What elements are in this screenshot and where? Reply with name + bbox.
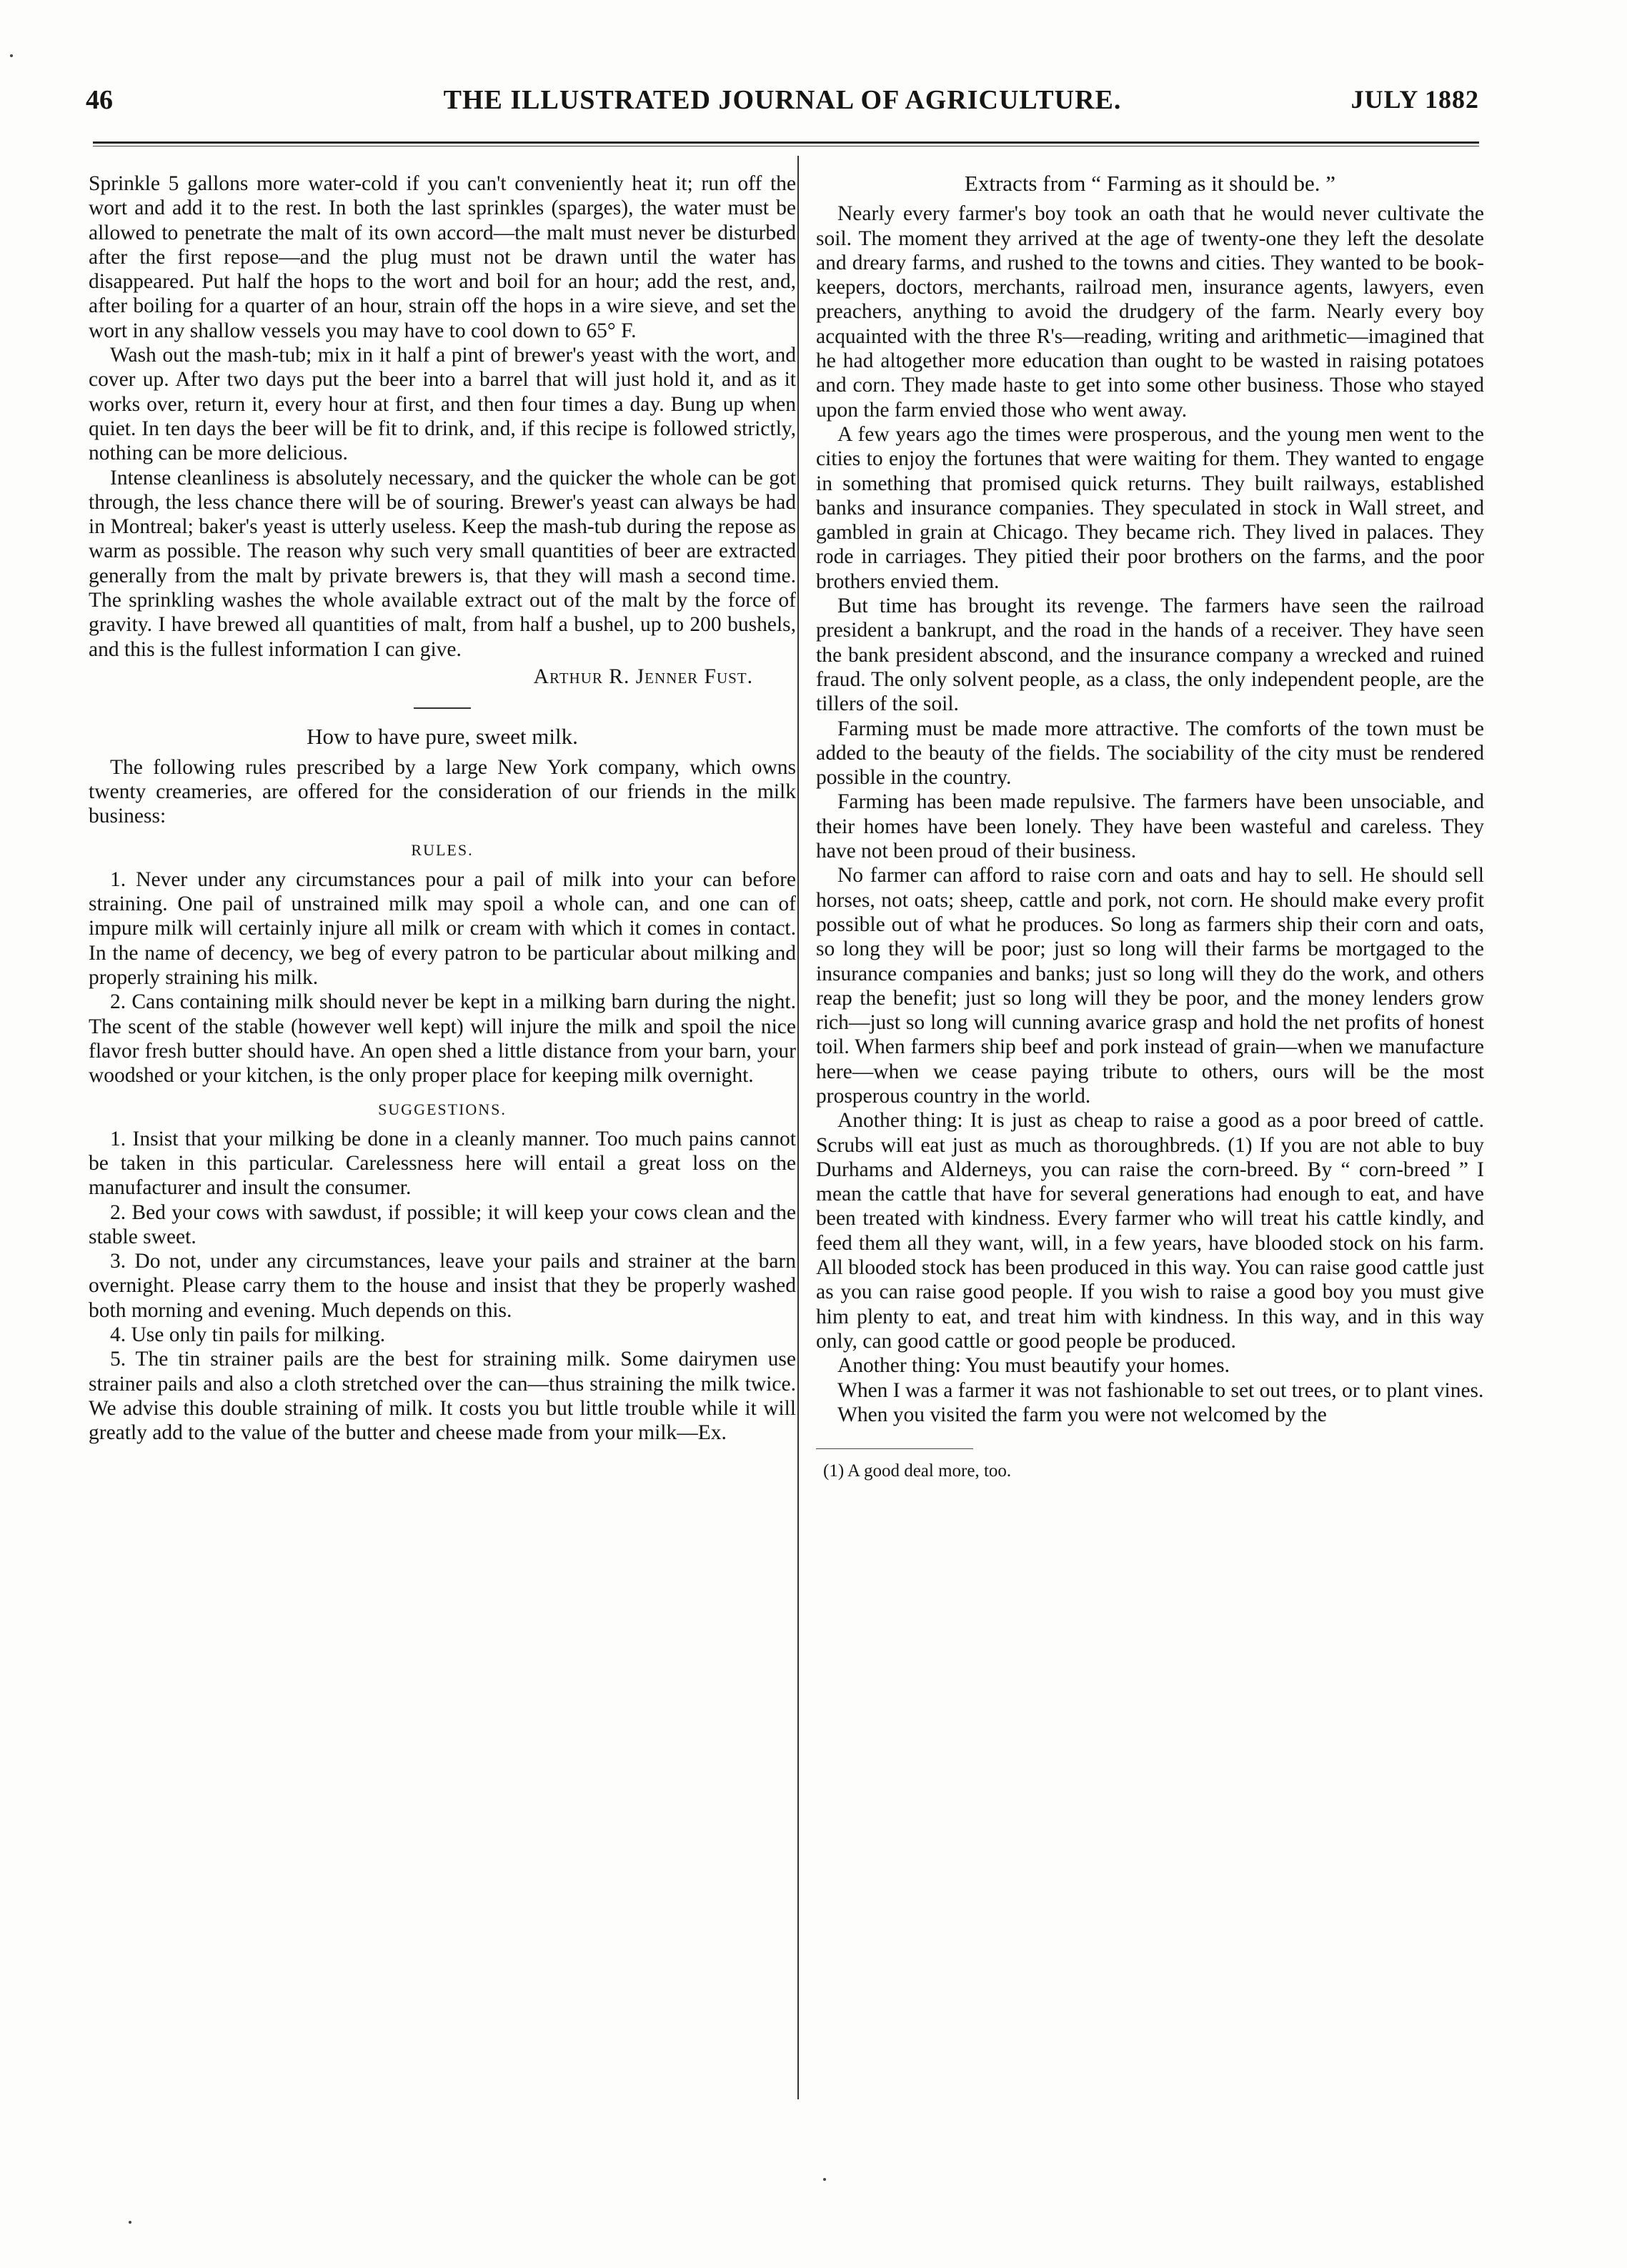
author-signature: Arthur R. Jenner Fust. (533, 665, 753, 688)
milk-article-intro: The following rules prescribed by a large New York company, which owns twenty creameries, are offered for the consideration of our friends in the milk business: (89, 755, 796, 828)
farming-paragraph: Farming has been made repulsive. The farmers have been unsociable, and their homes have been lonely. They have been wasteful and careless. They have not been proud of their business. (816, 790, 1484, 863)
print-speck (129, 2221, 131, 2224)
brewing-paragraph-1: Sprinkle 5 gallons more water-cold if you can't conveniently heat it; run off the wort and add it to the rest. In both the last sprinkles (sparges), the water must be allowed to penetrate the malt of its own accord—the malt must never be disturbed after the first repose—and the plug must not be drawn until the water has disappeared. Put half the hops to the wort and boil for an hour; add the rest, and, after boiling for a quarter of an hour, strain off the hops in a wire sieve, and set the wort in any shallow vessels you may have to cool down to 65° F. (89, 172, 796, 342)
journal-title: THE ILLUSTRATED JOURNAL OF AGRICULTURE. (443, 85, 1122, 115)
suggestion-item: 3. Do not, under any circumstances, leave your pails and strainer at the barn overnight. Please carry them to the house and insist that they be properly washed both morning and evening. Much depends on this. (89, 1250, 796, 1322)
rules-heading: RULES. (411, 841, 474, 860)
rule-item: 1. Never under any circumstances pour a pail of milk into your can before straining. One pail of unstrained milk may spoil a whole can, and one can of impure milk will certainly injure all milk or cream with which it comes in contact. In the name of decency, we beg of every patron to be particular about milking and properly straining his milk. (89, 867, 796, 989)
farming-paragraph: Another thing: It is just as cheap to raise a good as a poor breed of cattle. Scrubs will eat just as much as thoroughbreds. (1) If you are not able to buy Durhams and Alderneys, you can raise the corn-breed. By “ corn-breed ” I mean the cattle that have for several generations had enough to eat, and have been treated with kindness. Every farmer who will treat his cattle kindly, and feed them all they want, will, in a few years, have blooded stock on his farm. All blooded stock has been produced in this way. You can raise good cattle just as you can raise good people. If you wish to raise a good boy you must give him plenty to eat, and treat him with kindness. In this way, and in this way only, can good cattle or good people be produced. (816, 1109, 1484, 1353)
header-rule (93, 141, 1479, 144)
farming-paragraph: A few years ago the times were prosperous, and the young men went to the cities to enjoy the fortunes that were waiting for them. They wanted to engage in something that promised quick returns. They built railways, established banks and insurance companies. They speculated in stock in Wall street, and gambled in grain at Chicago. They became rich. They lived in palaces. They rode in carriages. They pitied their poor brothers on the farms, and the poor brothers envied them. (816, 422, 1484, 593)
left-column (89, 171, 796, 1446)
issue-date: JULY 1882 (1350, 85, 1479, 114)
farming-paragraph: No farmer can afford to raise corn and oats and hay to sell. He should sell horses, not oats; sheep, cattle and pork, not corn. He should make every profit possible out of what he produces. So long as farmers ship their corn and oats, so long they will be poor; just so long will their farms be mortgaged to the insurance companies and banks; just so long will they do the work, and others reap the benefit; just so long will they be poor, and the money lenders grow rich—just so long will cunning avarice grasp and hold the net profits of honest toil. When farmers ship beef and pork instead of grain—when we manufacture here—when we cease paying tribute to others, ours will be the most prosperous country in the world. (816, 864, 1484, 1108)
suggestion-item: 5. The tin strainer pails are the best for straining milk. Some dairymen use strainer pails and also a cloth stretched over the can—thus straining the milk twice. We advise this double straining of milk. It costs you but little trouble while it will greatly add to the value of the butter and cheese made from your milk—Ex. (89, 1348, 796, 1445)
brewing-paragraph-3: Intense cleanliness is absolutely necessary, and the quicker the whole can be got through, the less chance there will be of souring. Brewer's yeast can always be had in Montreal; baker's yeast is utterly useless. Keep the mash-tub during the repose as warm as possible. The reason why such very small quantities of beer are extracted generally from the malt by private brewers is, that they will mash a second time. The sprinkling washes the whole available extract out of the malt by the force of gravity. I have brewed all quantities of malt, from half a bushel, up to 200 bushels, and this is the fullest information I can give. (89, 466, 796, 661)
farming-paragraph: When I was a farmer it was not fashionable to set out trees, or to plant vines. (837, 1378, 1484, 1402)
column-divider (797, 156, 799, 2099)
suggestion-item: 4. Use only tin pails for milking. (110, 1323, 386, 1347)
farming-paragraph: Another thing: You must beautify your homes. (837, 1354, 1230, 1378)
farming-paragraph: Farming must be made more attractive. The comforts of the town must be added to the beauty of the fields. The sociability of the city must be rendered possible in the country. (816, 717, 1484, 790)
farming-paragraph: When you visited the farm you were not welcomed by the (837, 1403, 1327, 1426)
suggestion-item: 1. Insist that your milking be done in a cleanly manner. Too much pains cannot be taken in this particular. Carelessness here will entail a great loss on the manufacturer and insult the consumer. (89, 1127, 796, 1200)
farming-paragraph: But time has brought its revenge. The farmers have seen the railroad president a bankrupt, and the road in the hands of a receiver. They have seen the bank president abscond, and the insurance company a wrecked and ruined fraud. The only solvent people, as a class, the only independent people, are the tillers of the soil. (816, 595, 1484, 716)
farming-paragraph: Nearly every farmer's boy took an oath that he would never cultivate the soil. The moment they arrived at the age of twenty-one they left the desolate and dreary farms, and rushed to the towns and cities. They wanted to be book-keepers, doctors, merchants, railroad men, insurance agents, lawyers, even preachers, anything to avoid the drudgery of the farm. Nearly every boy acquainted with the three R's—reading, writing and arithmetic—imagined that he had altogether more education than ought to be wasted in raising potatoes and corn. They made haste to get into some other business. Those who stayed upon the farm envied those who went away. (816, 202, 1484, 422)
page-header (86, 84, 1479, 127)
right-column (816, 171, 1484, 1483)
print-speck (823, 2178, 826, 2181)
print-speck (10, 54, 13, 57)
brewing-paragraph-2: Wash out the mash-tub; mix in it half a pint of brewer's yeast with the wort, and cover up. After two days put the beer into a barrel that will just hold it, and as it works over, return it, every hour at first, and then four times a day. Bung up when quiet. In ten days the beer will be fit to drink, and, if this recipe is followed strictly, nothing can be more delicious. (89, 344, 796, 465)
footnote-rule (816, 1448, 973, 1449)
suggestions-heading: SUGGESTIONS. (378, 1100, 507, 1119)
rule-item: 2. Cans containing milk should never be kept in a milking barn during the night. The scent of the stable (however well kept) will injure the milk and spoil the nice flavor fresh butter should have. An open shed a little distance from your barn, your woodshed or your kitchen, is the only proper place for keeping milk overnight. (89, 990, 796, 1088)
milk-article-title: How to have pure, sweet milk. (307, 724, 578, 750)
farming-article-title: Extracts from “ Farming as it should be. ” (964, 171, 1336, 196)
suggestion-item: 2. Bed your cows with sawdust, if possible; it will keep your cows clean and the stable sweet. (89, 1200, 796, 1248)
article-separator (414, 707, 471, 709)
page-number: 46 (86, 85, 113, 115)
footnote: (1) A good deal more, too. (823, 1461, 1012, 1481)
